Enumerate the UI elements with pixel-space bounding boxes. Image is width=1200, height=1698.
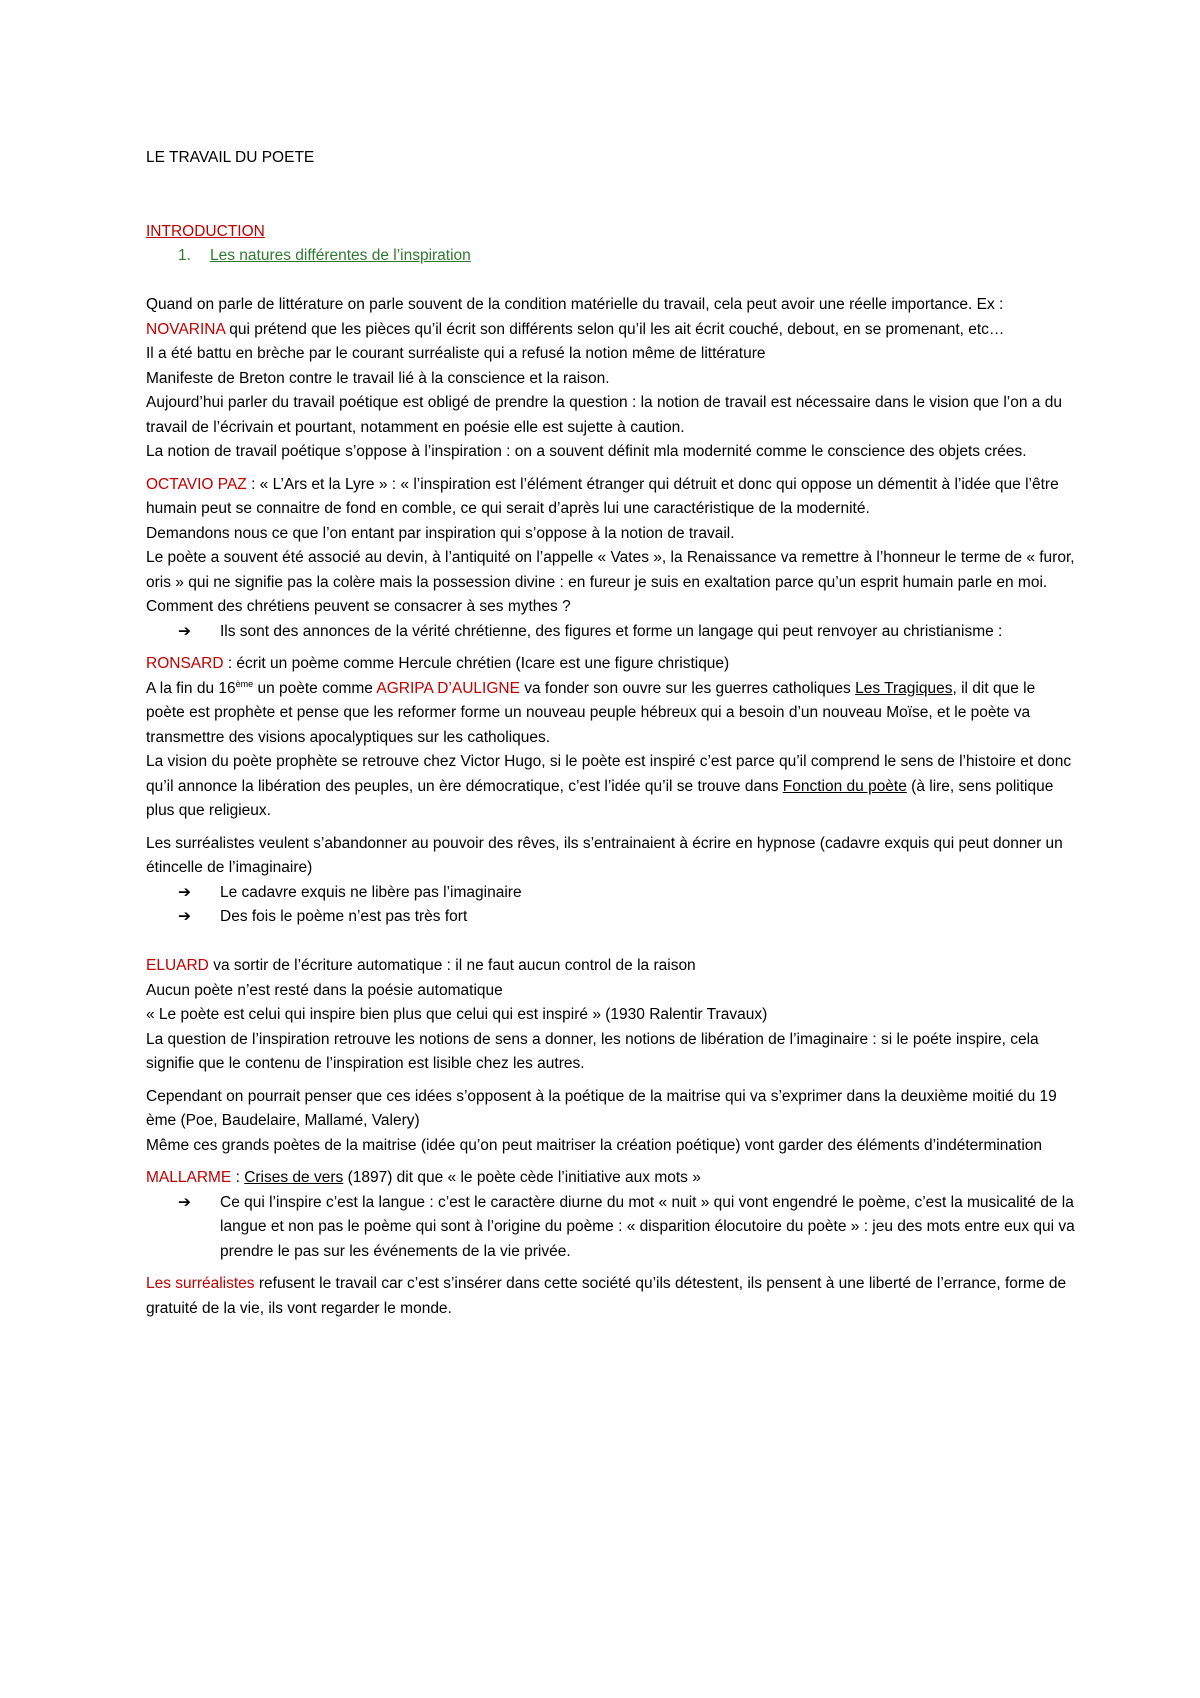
work-title: Crises de vers xyxy=(244,1169,344,1186)
paragraph-8: Le poète a souvent été associé au devin, à l’antiquité on l’appelle « Vates », la Renaissance va remettre à l’honneur le terme de « furor, oris » qui ne signifie pas la colère mais la possession divine : en fureur je suis en exaltation parce qu’un esprit humain parle en moi. xyxy=(146,549,1075,591)
arrow-list-item: ➔ Ce qui l’inspire c’est la langue : c’est le caractère diurne du mot « nuit » qui vont engendré le poème, c’est la musicalité de la langue et non pas le poème qui sont à l’origine du poème : « disparition élocutoire du poète » : jeu des mots entre eux qui va prendre le pas sur les événements de la vie privée. xyxy=(146,1191,1076,1265)
document-page xyxy=(146,146,1076,1321)
paragraph-5: La notion de travail poétique s’oppose à l’inspiration : on a souvent définit mla modernité comme le conscience des objets crées. xyxy=(146,443,1027,460)
work-title: Fonction du poète xyxy=(782,777,907,795)
arrow-list-item: ➔ Ils sont des annonces de la vérité chrétienne, des figures et forme un langage qui peut renvoyer au christianisme : xyxy=(146,620,1076,645)
section-title: Les natures différentes de l’inspiration xyxy=(210,247,471,264)
author-name: AGRIPA D’AULIGNE xyxy=(376,679,520,697)
author-name: OCTAVIO PAZ xyxy=(146,475,247,493)
arrow-list-item: ➔ Des fois le poème n’est pas très fort xyxy=(146,905,1076,930)
intro-heading: INTRODUCTION xyxy=(146,222,265,240)
paragraph-2: Il a été battu en brèche par le courant surréaliste qui a refusé la notion même de littérature xyxy=(146,345,766,362)
paragraph-10: RONSARD : écrit un poème comme Hercule chrétien (Icare est une figure christique) xyxy=(146,655,730,672)
paragraph-3: Manifeste de Breton contre le travail lié à la conscience et la raison. xyxy=(146,369,610,387)
group-name: Les surréalistes xyxy=(146,1275,255,1292)
arrow-icon: ➔ xyxy=(178,908,191,925)
paragraph-21: Les surréalistes refusent le travail car c’est s’insérer dans cette société qu’ils détestent, ils pensent à une liberté de l’errance, forme de gratuité de la vie, ils vont regarder le monde. xyxy=(146,1275,1067,1317)
arrow-icon: ➔ xyxy=(178,622,191,640)
section-1-heading xyxy=(146,244,1076,269)
paragraph-12: La vision du poète prophète se retrouve chez Victor Hugo, si le poète est inspiré c’est parce qu’il comprend le sens de l’histoire et donc qu’il annonce la libération des peuples, un ère démocratique, c’est l’idée qu’il se trouve dans Fonction du poète (à lire, sens politique plus que religieux. xyxy=(146,753,1072,819)
paragraph-4: Aujourd’hui parler du travail poétique est obligé de prendre la question : la notion de travail est nécessaire dans le vision que l’on a du travail de l’écrivain et pourtant, notamment en poésie elle est sujette à caution. xyxy=(146,394,1062,436)
paragraph-7: Demandons nous ce que l’on entant par inspiration qui s’oppose à la notion de travail. xyxy=(146,524,735,542)
section-number: 1. xyxy=(178,247,191,264)
paragraph-16: « Le poète est celui qui inspire bien plus que celui qui est inspiré » (1930 Ralentir Travaux) xyxy=(146,1006,768,1023)
paragraph-1: Quand on parle de littérature on parle souvent de la condition matérielle du travail, cela peut avoir une réelle importance. Ex : NOVARINA qui prétend que les pièces qu’il écrit son différents selon qu’il les ait écrit couché, debout, en se promenant, etc… xyxy=(146,296,1005,338)
document-title: LE TRAVAIL DU POETE xyxy=(146,149,315,166)
author-name: ELUARD xyxy=(146,957,209,974)
paragraph-17: La question de l’inspiration retrouve les notions de sens a donner, les notions de libération de l’imaginaire : si le poéte inspire, cela signifie que le contenu de l’inspiration est lisible chez les autres. xyxy=(146,1030,1039,1072)
paragraph-19: Même ces grands poètes de la maitrise (idée qu’on peut maitriser la création poétique) vont garder des éléments d’indétermination xyxy=(146,1136,1043,1154)
paragraph-6: OCTAVIO PAZ : « L’Ars et la Lyre » : « l’inspiration est l’élément étranger qui détruit et donc qui oppose un démentit à l’idée que l’être humain peut se connaitre de fond en comble, ce qui serait d’après lui une caractéristique de la modernité. xyxy=(146,475,1059,517)
paragraph-13: Les surréalistes veulent s’abandonner au pouvoir des rêves, ils s’entrainaient à écrire en hypnose (cadavre exquis qui peut donner un étincelle de l’imaginaire) xyxy=(146,834,1063,876)
arrow-icon: ➔ xyxy=(178,1193,191,1211)
paragraph-20: MALLARME : Crises de vers (1897) dit que « le poète cède l’initiative aux mots » xyxy=(146,1169,701,1186)
author-name: RONSARD xyxy=(146,655,224,672)
arrow-list-item: ➔ Le cadavre exquis ne libère pas l’imaginaire xyxy=(146,881,1076,906)
paragraph-14: ELUARD va sortir de l’écriture automatique : il ne faut aucun control de la raison xyxy=(146,957,696,974)
author-name: NOVARINA xyxy=(146,320,225,338)
paragraph-15: Aucun poète n’est resté dans la poésie automatique xyxy=(146,981,503,999)
work-title: Les Tragiques xyxy=(855,679,953,697)
paragraph-18: Cependant on pourrait penser que ces idées s’opposent à la poétique de la maitrise qui va s’exprimer dans la deuxième moitié du 19 ème (Poe, Baudelaire, Mallamé, Valery) xyxy=(146,1087,1057,1129)
paragraph-9: Comment des chrétiens peuvent se consacrer à ses mythes ? xyxy=(146,598,571,615)
arrow-icon: ➔ xyxy=(178,883,191,901)
paragraph-11: A la fin du 16ème un poète comme AGRIPA D’AULIGNE va fonder son ouvre sur les guerres catholiques Les Tragiques, il dit que le poète est prophète et pense que les reformer forme un nouveau peuple hébreux qui a besoin d’un nouveau Moïse, et le poète va transmettre des visions apocalyptiques sur les catholiques. xyxy=(146,678,1036,746)
author-name: MALLARME xyxy=(146,1169,232,1186)
